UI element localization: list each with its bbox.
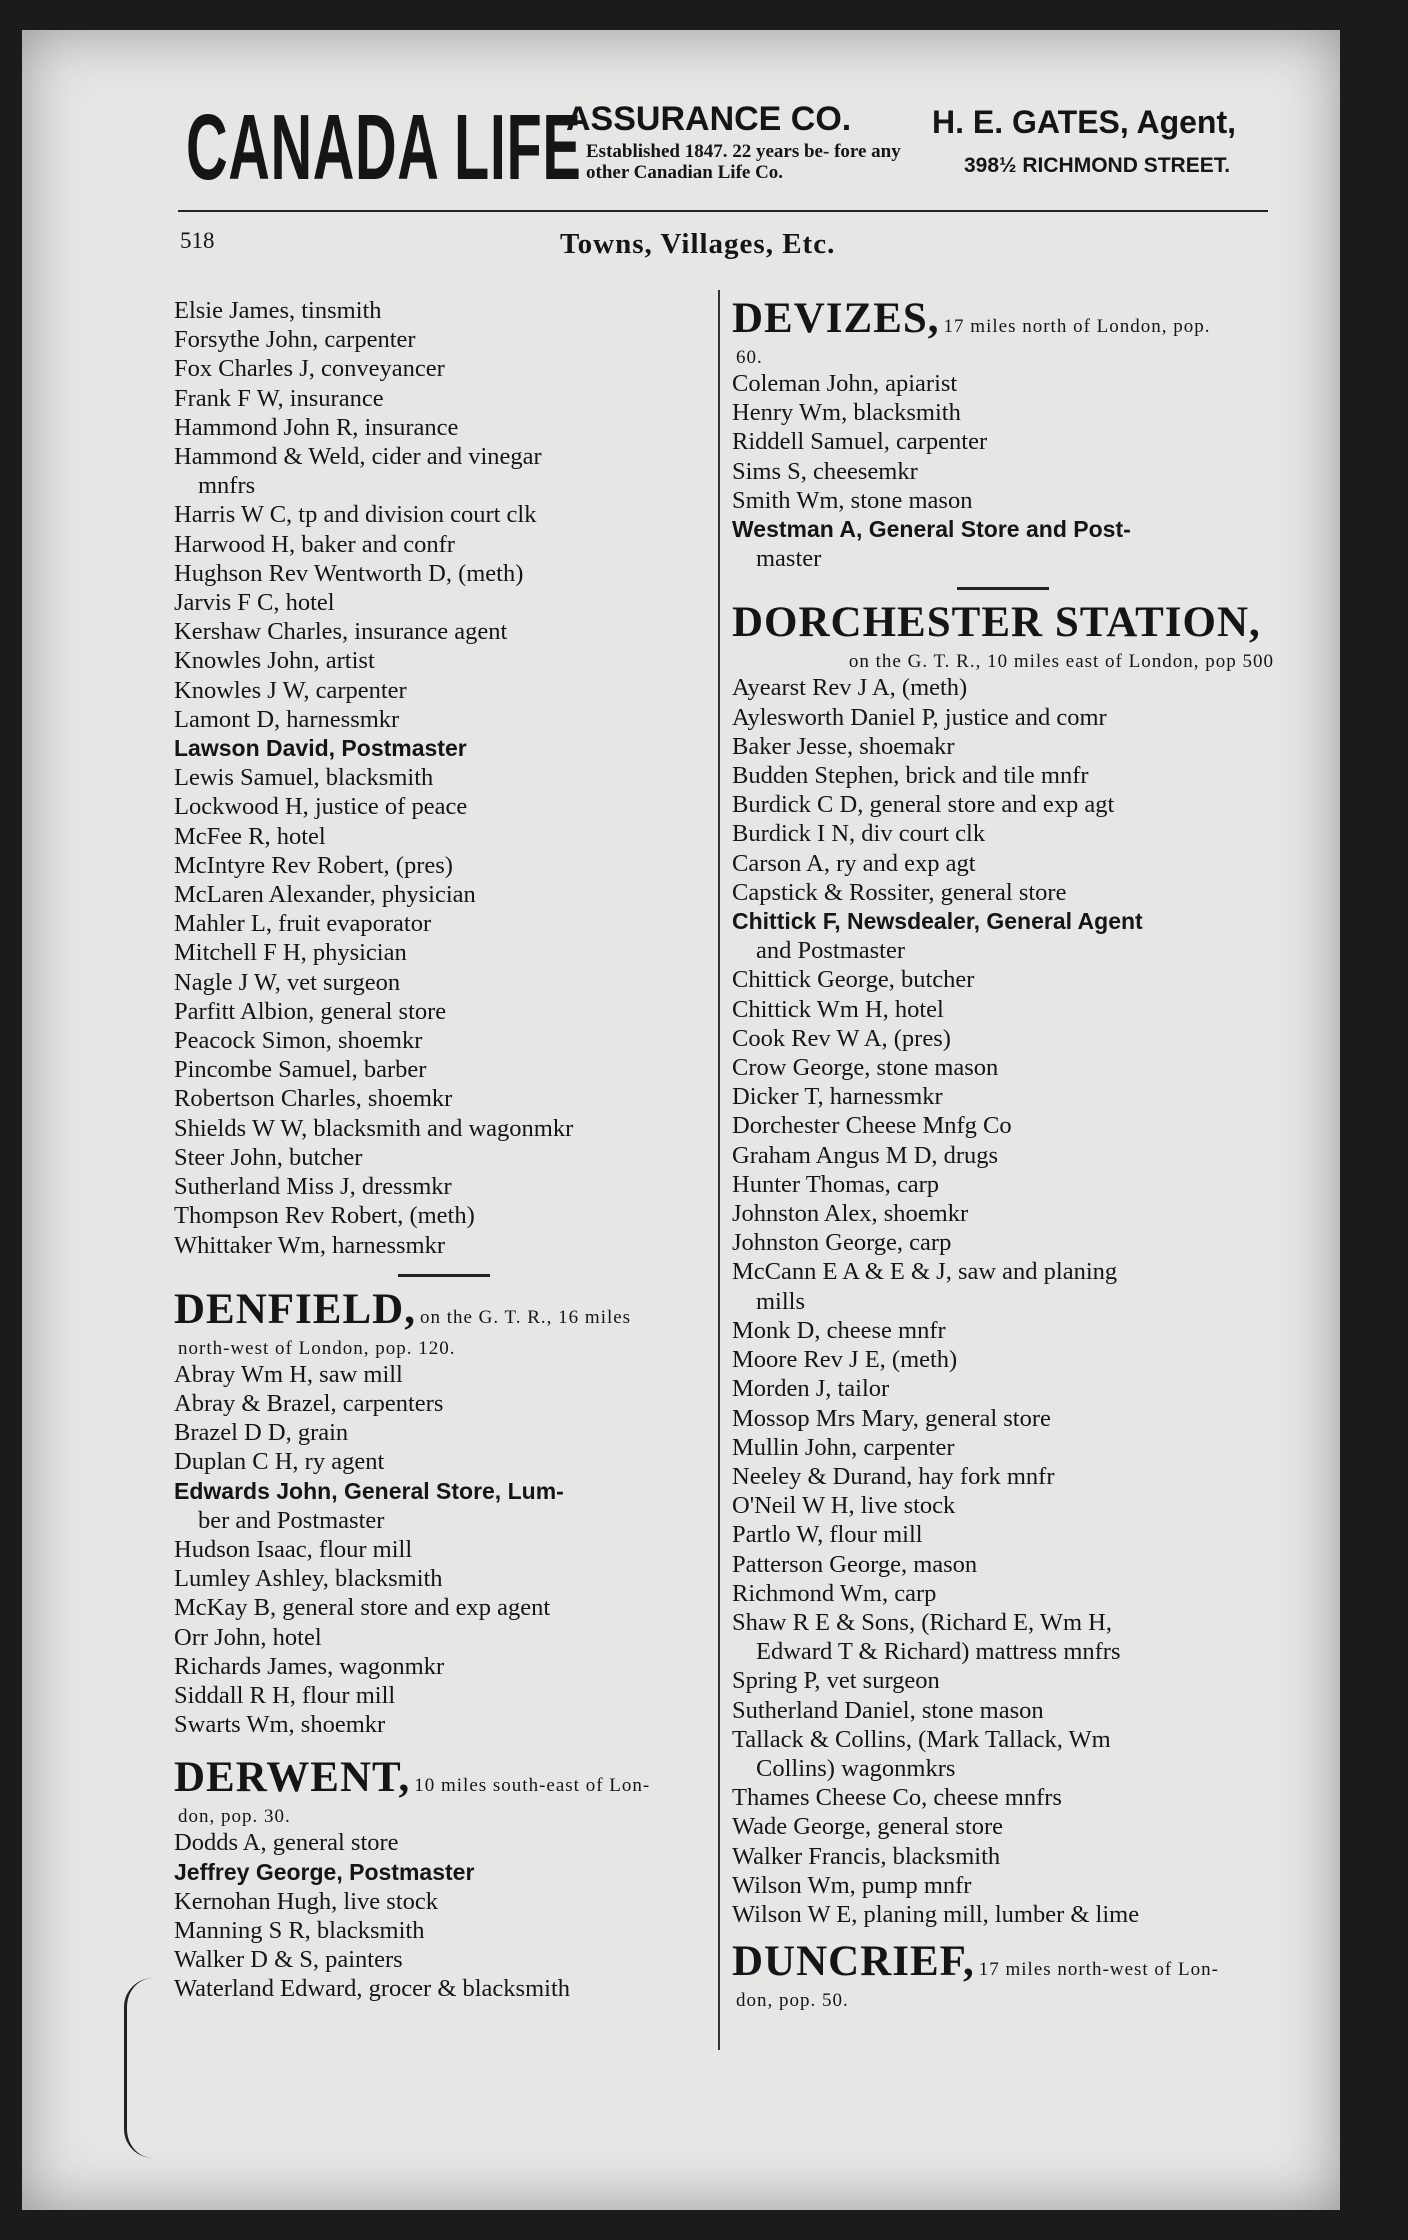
list-item-bold bbox=[174, 1858, 714, 1887]
section-divider bbox=[957, 587, 1049, 590]
list-item: Knowles John, artist bbox=[174, 647, 375, 675]
list-item: Smith Wm, stone mason bbox=[732, 486, 973, 514]
town-section-derwent bbox=[174, 1754, 714, 2003]
town-section-duncrief bbox=[732, 1938, 1274, 2012]
list-item: Dorchester Cheese Mnfg Co bbox=[732, 1112, 1012, 1140]
list-item: Orr John, hotel bbox=[174, 1623, 322, 1651]
list-item-continuation: mnfrs bbox=[198, 472, 256, 500]
list-item: Sims S, cheesemkr bbox=[732, 457, 918, 485]
list-item: Baker Jesse, shoemakr bbox=[732, 732, 955, 760]
left-column bbox=[174, 296, 714, 2004]
list-item: Coleman John, apiarist bbox=[732, 370, 958, 397]
town-heading bbox=[732, 295, 1274, 347]
list-item: Richards James, wagonmkr bbox=[174, 1652, 445, 1680]
list-item-continuation: and Postmaster bbox=[756, 937, 906, 965]
list-item: Lockwood H, justice of peace bbox=[174, 793, 468, 821]
list-item: Mahler L, fruit evaporator bbox=[174, 910, 432, 938]
town-description: on the G. T. R., 10 miles east of London, pop 500 bbox=[848, 651, 1274, 673]
list-item-text: Jeffrey George, Postmaster bbox=[174, 1858, 475, 1885]
list-item: Kernohan Hugh, live stock bbox=[174, 1887, 438, 1915]
town-description-continued: don, pop. 30. bbox=[178, 1806, 291, 1828]
list-item: Siddall R H, flour mill bbox=[174, 1681, 396, 1709]
pencil-mark bbox=[124, 1978, 153, 2158]
list-item: Riddell Samuel, carpenter bbox=[732, 428, 988, 456]
list-item: Moore Rev J E, (meth) bbox=[732, 1346, 958, 1374]
town-description: on the G. T. R., 16 miles bbox=[419, 1306, 632, 1328]
town-heading bbox=[174, 1285, 714, 1338]
list-item: Neeley & Durand, hay fork mnfr bbox=[732, 1462, 1055, 1490]
list-item: Lewis Samuel, blacksmith bbox=[174, 764, 434, 792]
town-name: DERWENT, bbox=[174, 1754, 411, 1802]
town-section-denfield bbox=[174, 1285, 714, 1740]
section-divider bbox=[398, 1274, 490, 1277]
list-item: Morden J, tailor bbox=[732, 1375, 890, 1403]
list-item: Chittick Wm H, hotel bbox=[732, 995, 944, 1023]
continued-town-entries bbox=[174, 296, 714, 1260]
list-item: Burdick C D, general store and exp agt bbox=[732, 791, 1115, 819]
list-item-text: Westman A, General Store and Post- bbox=[732, 516, 1131, 543]
right-column bbox=[732, 296, 1274, 2012]
list-item: Whittaker Wm, harnessmkr bbox=[174, 1231, 446, 1259]
list-item: O'Neil W H, live stock bbox=[732, 1492, 956, 1520]
list-item: Hunter Thomas, carp bbox=[732, 1170, 940, 1198]
list-item: Lumley Ashley, blacksmith bbox=[174, 1565, 443, 1593]
list-item-continuation: Edward T & Richard) mattress mnfrs bbox=[756, 1638, 1121, 1666]
list-item: Thompson Rev Robert, (meth) bbox=[174, 1202, 475, 1230]
list-item: Dicker T, harnessmkr bbox=[732, 1083, 943, 1111]
list-item: Nagle J W, vet surgeon bbox=[174, 968, 401, 996]
list-item: Walker D & S, painters bbox=[174, 1946, 403, 1974]
list-item: Walker Francis, blacksmith bbox=[732, 1842, 1001, 1870]
canada-life-advertisement bbox=[186, 95, 1281, 199]
town-heading bbox=[732, 599, 1274, 651]
list-item-bold bbox=[174, 1477, 714, 1506]
list-item: Mossop Mrs Mary, general store bbox=[732, 1404, 1051, 1432]
list-item: Burdick I N, div court clk bbox=[732, 820, 986, 848]
town-heading bbox=[174, 1754, 714, 1806]
running-head: Towns, Villages, Etc. bbox=[560, 228, 836, 260]
ad-title: CANADA LIFE bbox=[186, 95, 582, 199]
list-item-continuation: master bbox=[756, 545, 822, 573]
list-item: Johnston George, carp bbox=[732, 1229, 952, 1257]
header-rule bbox=[178, 210, 1268, 212]
list-item: Peacock Simon, shoemkr bbox=[174, 1027, 423, 1055]
ad-company: ASSURANCE CO. bbox=[566, 100, 852, 138]
list-item: McIntyre Rev Robert, (pres) bbox=[174, 851, 453, 879]
list-item: McFee R, hotel bbox=[174, 822, 326, 850]
list-item: Johnston Alex, shoemkr bbox=[732, 1200, 969, 1228]
list-item-text: Edwards John, General Store, Lum- bbox=[174, 1477, 564, 1504]
list-item: Dodds A, general store bbox=[174, 1829, 399, 1857]
list-item: Abray & Brazel, carpenters bbox=[174, 1389, 444, 1417]
list-item: Brazel D D, grain bbox=[174, 1419, 349, 1447]
list-item: Forsythe John, carpenter bbox=[174, 326, 416, 354]
list-item: Cook Rev W A, (pres) bbox=[732, 1024, 951, 1052]
list-item-continuation: mills bbox=[756, 1287, 806, 1315]
list-item: McCann E A & E & J, saw and planing bbox=[732, 1258, 1118, 1286]
list-item-bold bbox=[732, 907, 1274, 936]
town-description: 17 miles north of London, pop. bbox=[943, 316, 1211, 337]
list-item-continuation: Collins) wagonmkrs bbox=[756, 1754, 956, 1782]
column-divider bbox=[718, 290, 720, 2050]
town-description: 17 miles north-west of Lon- bbox=[978, 1959, 1219, 1981]
list-item: Spring P, vet surgeon bbox=[732, 1667, 940, 1695]
list-item: Patterson George, mason bbox=[732, 1550, 978, 1578]
list-item: Wilson W E, planing mill, lumber & lime bbox=[732, 1900, 1140, 1928]
town-description-continued: north-west of London, pop. 120. bbox=[178, 1337, 456, 1359]
list-item: Kershaw Charles, insurance agent bbox=[174, 618, 508, 646]
list-item-text: Chittick F, Newsdealer, General Agent bbox=[732, 908, 1143, 935]
list-item: McLaren Alexander, physician bbox=[174, 881, 476, 909]
list-item: Monk D, cheese mnfr bbox=[732, 1316, 946, 1344]
list-item: Mitchell F H, physician bbox=[174, 939, 407, 967]
list-item: Wade George, general store bbox=[732, 1813, 1004, 1841]
list-item: Budden Stephen, brick and tile mnfr bbox=[732, 762, 1089, 790]
list-item: Harris W C, tp and division court clk bbox=[174, 501, 537, 529]
list-item-text: Lawson David, Postmaster bbox=[174, 735, 467, 762]
list-item: Mullin John, carpenter bbox=[732, 1433, 955, 1461]
list-item: Harwood H, baker and confr bbox=[174, 530, 455, 558]
list-item: Chittick George, butcher bbox=[732, 966, 975, 994]
ad-established: Established 1847. 22 years be- fore any other Canadian Life Co. bbox=[586, 141, 901, 183]
list-item: Ayearst Rev J A, (meth) bbox=[732, 674, 968, 702]
list-item: Parfitt Albion, general store bbox=[174, 997, 447, 1025]
town-section-dorchester-station bbox=[732, 599, 1274, 1929]
list-item: Richmond Wm, carp bbox=[732, 1579, 937, 1607]
list-item: Sutherland Miss J, dressmkr bbox=[174, 1173, 452, 1201]
list-item-bold bbox=[174, 734, 714, 763]
list-item: Crow George, stone mason bbox=[732, 1054, 999, 1082]
list-item: Frank F W, insurance bbox=[174, 384, 384, 412]
list-item: Steer John, butcher bbox=[174, 1143, 363, 1171]
list-item: Capstick & Rossiter, general store bbox=[732, 878, 1067, 906]
list-item: Swarts Wm, shoemkr bbox=[174, 1711, 386, 1739]
list-item: Robertson Charles, shoemkr bbox=[174, 1085, 453, 1113]
list-item: Shields W W, blacksmith and wagonmkr bbox=[174, 1114, 574, 1142]
list-item: Carson A, ry and exp agt bbox=[732, 849, 976, 877]
list-item: Tallack & Collins, (Mark Tallack, Wm bbox=[732, 1725, 1111, 1753]
town-heading bbox=[732, 1938, 1274, 1990]
list-item: Shaw R E & Sons, (Richard E, Wm H, bbox=[732, 1608, 1112, 1636]
town-description-continued: 60. bbox=[736, 347, 763, 368]
town-name: DORCHESTER STATION, bbox=[732, 599, 1261, 647]
list-item: Manning S R, blacksmith bbox=[174, 1916, 425, 1944]
list-item-bold bbox=[732, 515, 1274, 544]
list-item: Wilson Wm, pump mnfr bbox=[732, 1871, 972, 1899]
list-item: Pincombe Samuel, barber bbox=[174, 1056, 427, 1084]
town-name: DEVIZES, bbox=[732, 295, 940, 342]
town-name: DENFIELD, bbox=[174, 1285, 416, 1333]
list-item: Partlo W, flour mill bbox=[732, 1521, 923, 1549]
list-item: Lamont D, harnessmkr bbox=[174, 705, 400, 733]
list-item: Abray Wm H, saw mill bbox=[174, 1360, 403, 1388]
town-description: 10 miles south-east of Lon- bbox=[414, 1775, 651, 1797]
list-item: Thames Cheese Co, cheese mnfrs bbox=[732, 1784, 1062, 1812]
list-item: Knowles J W, carpenter bbox=[174, 676, 407, 704]
list-item: Jarvis F C, hotel bbox=[174, 589, 335, 617]
ad-address: 398½ RICHMOND STREET. bbox=[964, 154, 1231, 177]
list-item: Sutherland Daniel, stone mason bbox=[732, 1696, 1044, 1724]
list-item: McKay B, general store and exp agent bbox=[174, 1594, 551, 1622]
list-item: Graham Angus M D, drugs bbox=[732, 1141, 999, 1169]
list-item: Hudson Isaac, flour mill bbox=[174, 1535, 413, 1563]
list-item-continuation: ber and Postmaster bbox=[198, 1506, 385, 1534]
list-item: Waterland Edward, grocer & blacksmith bbox=[174, 1975, 571, 2003]
list-item: Elsie James, tinsmith bbox=[174, 297, 382, 324]
ad-agent: H. E. GATES, Agent, bbox=[932, 104, 1237, 140]
list-item: Fox Charles J, conveyancer bbox=[174, 355, 445, 383]
list-item: Henry Wm, blacksmith bbox=[732, 399, 961, 427]
page-number: 518 bbox=[180, 228, 215, 253]
town-description-continued: don, pop. 50. bbox=[736, 1990, 849, 2012]
town-section-devizes bbox=[732, 295, 1274, 573]
list-item: Hughson Rev Wentworth D, (meth) bbox=[174, 559, 524, 587]
list-item: Duplan C H, ry agent bbox=[174, 1448, 385, 1476]
town-name: DUNCRIEF, bbox=[732, 1938, 975, 1986]
list-item: Aylesworth Daniel P, justice and comr bbox=[732, 703, 1107, 731]
list-item: Hammond & Weld, cider and vinegar bbox=[174, 443, 542, 471]
list-item: Hammond John R, insurance bbox=[174, 413, 459, 441]
